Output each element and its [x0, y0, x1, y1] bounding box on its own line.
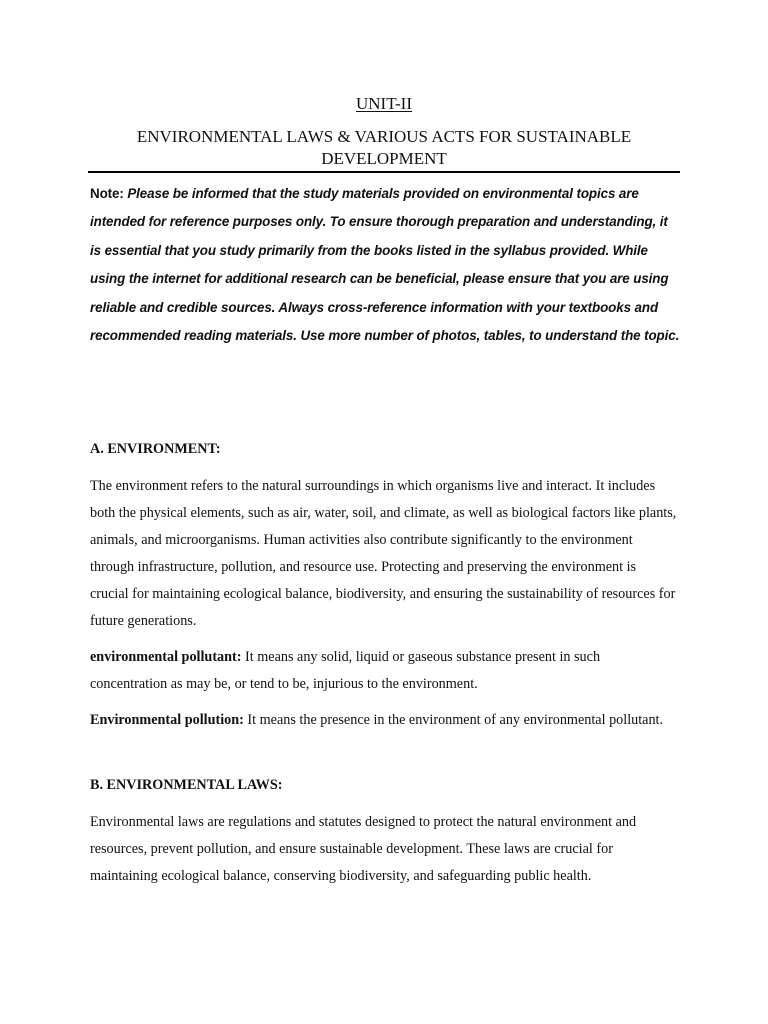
environment-paragraph: The environment refers to the natural surroundings in which organisms live and interact. It includes both the physical elements, such as air, water, soil, and climate, as well as biological factors like plants, animals, and microorganisms. Human activities also contribute significantly to the environment through infrastructure, pollution, and resource use. Protecting and preserving the environment is crucial for maintaining ecological balance, biodiversity, and ensuring the sustainability of resources for future generations.	[90, 478, 677, 629]
unit-title: UNIT-II	[355, 94, 413, 113]
note-paragraph	[90, 180, 682, 350]
note-text: Please be informed that the study materials provided on environmental topics are intended for reference purposes only. To ensure thorough preparation and understanding, it is essential that you study primarily from the books listed in the syllabus provided. While using the internet for additional research can be beneficial, please ensure that you are using reliable and credible sources. Always cross-reference information with your textbooks and recommended reading materials. Use more number of photos, tables, to understand the topic.	[90, 186, 680, 344]
definition-term: environmental pollutant:	[90, 649, 242, 665]
section-b-heading: B. ENVIRONMENTAL LAWS:	[90, 777, 283, 793]
definition-text: It means any solid, liquid or gaseous substance present in such concentration as may be, or tend to be, injurious to the environment.	[90, 649, 601, 692]
note-label: Note:	[90, 186, 124, 201]
definition-term: Environmental pollution:	[90, 712, 244, 728]
definition-text: It means the presence in the environment of any environmental pollutant.	[243, 712, 664, 728]
document-title: ENVIRONMENTAL LAWS & VARIOUS ACTS FOR SUSTAINABLE DEVELOPMENT	[136, 127, 632, 168]
environmental-laws-paragraph: Environmental laws are regulations and statutes designed to protect the natural environment and resources, prevent pollution, and ensure sustainable development. These laws are crucial for maintaining ecological balance, conserving biodiversity, and safeguarding public health.	[90, 814, 637, 884]
title-divider	[88, 171, 680, 173]
definition-environmental-pollution	[90, 707, 678, 734]
section-a-heading: A. ENVIRONMENT:	[90, 441, 221, 457]
definition-environmental-pollutant	[90, 644, 678, 698]
